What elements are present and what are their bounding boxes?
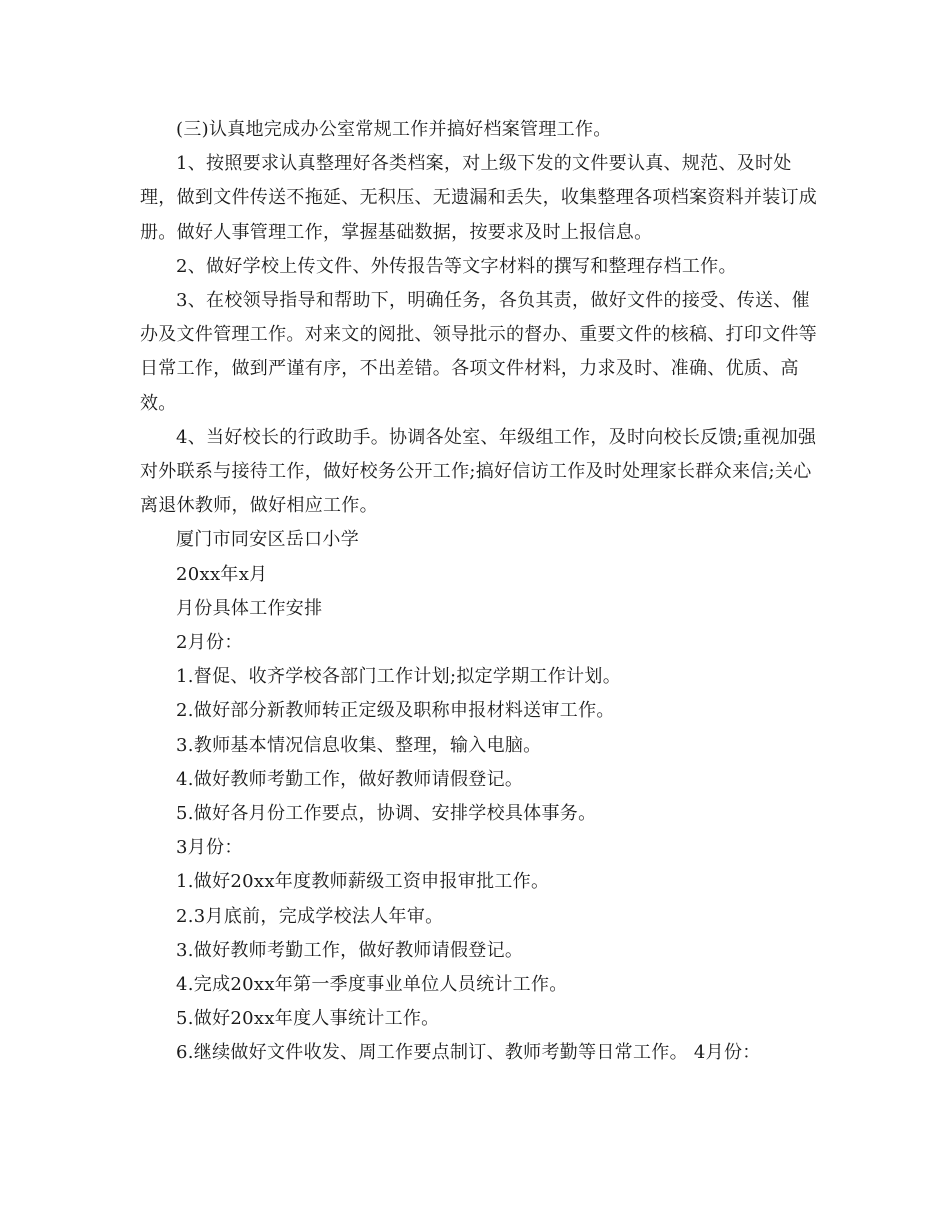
paragraph-file-handling: 3、在校领导指导和帮助下，明确任务，各负其责，做好文件的接受、传送、催办及文件管理工作。对来文的阅批、领导批示的督办、重要文件的核稿、打印文件等日常工作，做到严谨有序，不出差错。各项文件材料，力求及时、准确、优质、高效。 — [140, 290, 818, 414]
list-item: 1.督促、收齐学校各部门工作计划;拟定学期工作计划。 — [176, 666, 622, 688]
document-body — [140, 113, 820, 1071]
list-item: 4.做好教师考勤工作，做好教师请假登记。 — [176, 768, 524, 790]
list-item: 5.做好各月份工作要点，协调、安排学校具体事务。 — [176, 803, 597, 825]
paragraph-principal-assistant: 4、当好校长的行政助手。协调各处室、年级组工作，及时向校长反馈;重视加强对外联系与接待工作，做好校务公开工作;搞好信访工作及时处理家长群众来信;关心离退休教师，做好相应工作。 — [140, 426, 817, 517]
list-item: 6.继续做好文件收发、周工作要点制订、教师考勤等日常工作。 4月份： — [176, 1042, 761, 1064]
schedule-title: 月份具体工作安排 — [176, 597, 323, 619]
list-item: 4.完成20xx年第一季度事业单位人员统计工作。 — [176, 974, 568, 996]
document-date: 20xx年x月 — [176, 563, 268, 585]
list-item: 3.做好教师考勤工作，做好教师请假登记。 — [176, 939, 524, 961]
paragraph-archive-management: 1、按照要求认真整理好各类档案，对上级下发的文件要认真、规范、及时处理，做到文件传送不拖延、无积压、无遗漏和丢失，收集整理各项档案资料并装订成册。做好人事管理工作，掌握基础数据，按要求及时上报信息。 — [140, 153, 818, 243]
section-heading: (三)认真地完成办公室常规工作并搞好档案管理工作。 — [176, 119, 612, 140]
list-item: 2.做好部分新教师转正定级及职称申报材料送审工作。 — [176, 700, 615, 722]
list-item: 1.做好20xx年度教师薪级工资申报审批工作。 — [176, 871, 550, 893]
list-item: 3.教师基本情况信息收集、整理，输入电脑。 — [176, 734, 542, 756]
list-item: 2.3月底前，完成学校法人年审。 — [176, 905, 444, 927]
month-heading-march: 3月份： — [176, 837, 243, 859]
list-item: 5.做好20xx年度人事统计工作。 — [176, 1008, 440, 1030]
school-name: 厦门市同安区岳口小学 — [176, 529, 359, 551]
paragraph-document-writing: 2、做好学校上传文件、外传报告等文字材料的撰写和整理存档工作。 — [176, 255, 737, 277]
month-heading-february: 2月份： — [176, 632, 243, 654]
